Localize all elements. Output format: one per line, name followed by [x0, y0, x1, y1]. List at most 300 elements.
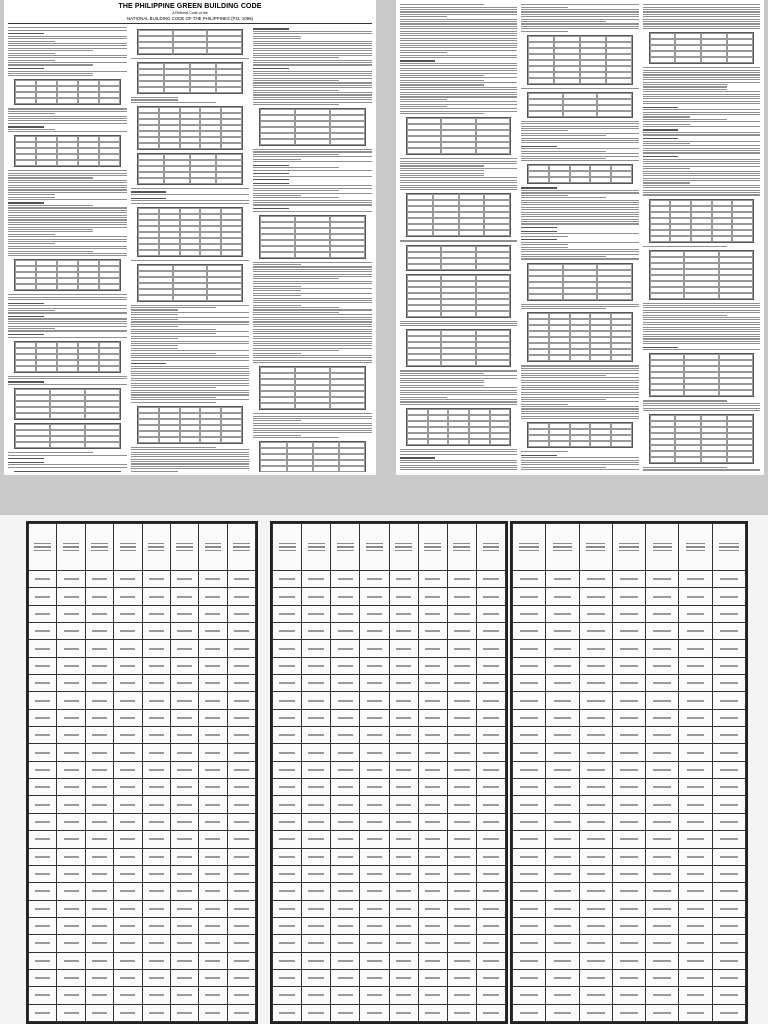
table-cell — [579, 952, 612, 969]
cell-text — [338, 786, 353, 788]
table-cell — [29, 969, 57, 986]
text-line — [643, 178, 760, 179]
text-line — [8, 62, 127, 63]
text-line — [521, 455, 556, 456]
text-line — [253, 161, 372, 162]
embedded-table-cell — [528, 355, 549, 361]
text-line — [521, 397, 638, 398]
text-line — [253, 309, 372, 310]
table-cell — [331, 744, 360, 761]
table-cell — [331, 692, 360, 709]
table-cell — [612, 571, 645, 588]
cell-text — [205, 1012, 220, 1014]
text-line — [643, 82, 760, 83]
table-cell — [170, 761, 198, 778]
text-line — [643, 28, 760, 29]
text-line — [8, 381, 44, 382]
table-cell — [360, 813, 389, 830]
cell-text — [279, 804, 294, 806]
cell-text — [554, 994, 572, 996]
table-cell — [389, 692, 418, 709]
text-line — [253, 82, 372, 83]
text-line — [8, 303, 44, 304]
cell-text — [687, 786, 705, 788]
text-line — [643, 400, 727, 401]
text-line — [521, 16, 638, 17]
cell-text — [653, 769, 671, 771]
text-line — [521, 31, 568, 32]
cell-text — [92, 648, 107, 650]
cell-text — [720, 873, 738, 875]
cell-text — [554, 734, 572, 736]
table-cell — [447, 640, 476, 657]
table-cell — [199, 987, 227, 1004]
text-line — [8, 337, 127, 338]
table-cell — [302, 571, 331, 588]
table-cell — [712, 848, 745, 865]
table-cell — [447, 935, 476, 952]
cell-text — [64, 1012, 79, 1014]
cell-text — [396, 994, 411, 996]
text-line — [643, 79, 760, 80]
text-line — [400, 390, 517, 391]
table-cell — [513, 692, 546, 709]
cell-text — [35, 769, 50, 771]
text-line — [521, 231, 556, 232]
text-line — [643, 175, 760, 176]
text-line — [643, 150, 760, 151]
table-cell — [199, 883, 227, 900]
table-cell — [29, 692, 57, 709]
text-line — [400, 465, 517, 466]
text-line — [253, 286, 300, 287]
embedded-table — [406, 245, 511, 271]
table-cell — [170, 987, 198, 1004]
table-cell — [273, 831, 302, 848]
text-line — [8, 224, 127, 225]
text-line — [521, 370, 638, 371]
text-line — [400, 378, 517, 379]
table-cell — [29, 831, 57, 848]
table-cell — [418, 848, 447, 865]
cell-text — [620, 994, 638, 996]
cell-text — [587, 960, 605, 962]
cell-text — [587, 908, 605, 910]
table-cell — [85, 657, 113, 674]
cell-text — [64, 890, 79, 892]
text-line — [253, 179, 289, 180]
table-cell — [679, 744, 712, 761]
cell-text — [396, 960, 411, 962]
table-cell — [302, 883, 331, 900]
table-header-cell — [712, 524, 745, 571]
cell-text — [149, 613, 164, 615]
text-line — [253, 283, 372, 284]
cell-text — [587, 596, 605, 598]
text-line — [400, 185, 517, 186]
cell-text — [454, 682, 469, 684]
table-row — [513, 969, 746, 986]
table-cell — [142, 605, 170, 622]
page-2-columns — [400, 3, 760, 472]
table-cell — [447, 779, 476, 796]
text-line — [400, 462, 517, 463]
text-line — [400, 68, 517, 69]
document-subtitle: A Referral Code of the — [172, 11, 208, 15]
document-subtitle-code: NATIONAL BUILDING CODE OF THE PHILIPPINES (P.D. 1096) — [127, 16, 253, 21]
table-row — [29, 588, 256, 605]
table-cell — [546, 727, 579, 744]
cell-text — [149, 700, 164, 702]
text-line — [8, 33, 44, 34]
cell-text — [338, 925, 353, 927]
cell-text — [279, 717, 294, 719]
table-cell — [199, 640, 227, 657]
cell-text — [234, 786, 249, 788]
cell-text — [620, 769, 638, 771]
cell-text — [92, 769, 107, 771]
text-line — [643, 166, 760, 167]
cell-text — [120, 786, 135, 788]
text-line — [131, 463, 250, 464]
table-row — [513, 848, 746, 865]
table-cell — [199, 865, 227, 882]
cell-text — [720, 908, 738, 910]
cell-text — [396, 908, 411, 910]
text-line — [8, 131, 127, 132]
text-line — [521, 308, 605, 309]
embedded-table-cell — [260, 466, 286, 472]
header-text — [586, 543, 605, 545]
cell-text — [205, 890, 220, 892]
embedded-table-cell — [684, 293, 718, 299]
table-cell — [227, 675, 255, 692]
text-line — [8, 467, 127, 468]
table-cell — [170, 623, 198, 640]
table-cell — [476, 1004, 505, 1021]
header-text — [366, 550, 383, 552]
table-cell — [302, 917, 331, 934]
page-2-column-3 — [643, 3, 760, 472]
embedded-table-cell — [216, 87, 242, 93]
cell-text — [483, 856, 498, 858]
cell-text — [177, 613, 192, 615]
embedded-table-cell — [15, 160, 36, 166]
table-cell — [389, 952, 418, 969]
text-line — [131, 314, 178, 315]
cell-text — [520, 1012, 538, 1014]
embedded-table-cell — [15, 284, 36, 290]
cell-text — [653, 804, 671, 806]
cell-text — [587, 925, 605, 927]
text-line — [643, 70, 760, 71]
table-cell — [513, 987, 546, 1004]
cell-text — [454, 821, 469, 823]
text-line — [131, 371, 250, 372]
text-line — [8, 36, 127, 37]
cell-text — [396, 682, 411, 684]
cell-text — [653, 994, 671, 996]
text-line — [521, 11, 638, 12]
text-line — [521, 394, 638, 395]
text-line — [400, 165, 484, 166]
cell-text — [454, 942, 469, 944]
text-line — [643, 145, 760, 146]
cell-text — [587, 821, 605, 823]
cell-text — [205, 873, 220, 875]
cell-text — [338, 1012, 353, 1014]
cell-text — [149, 1012, 164, 1014]
table-cell — [476, 917, 505, 934]
table-cell — [57, 744, 85, 761]
table-cell — [579, 813, 612, 830]
table-cell — [447, 605, 476, 622]
table-cell — [29, 727, 57, 744]
cell-text — [308, 717, 323, 719]
embedded-table-cell — [57, 284, 78, 290]
text-line — [521, 23, 638, 24]
cell-text — [720, 734, 738, 736]
table-cell — [389, 779, 418, 796]
table-cell — [447, 831, 476, 848]
cell-text — [483, 821, 498, 823]
table-cell — [579, 709, 612, 726]
cell-text — [120, 856, 135, 858]
cell-text — [177, 596, 192, 598]
cell-text — [177, 856, 192, 858]
embedded-table — [649, 414, 754, 464]
table-cell — [389, 796, 418, 813]
embedded-table — [259, 366, 366, 410]
cell-text — [454, 665, 469, 667]
text-line — [400, 7, 517, 8]
text-line — [521, 406, 638, 407]
cell-text — [120, 665, 135, 667]
cell-text — [308, 578, 323, 580]
table-cell — [546, 675, 579, 692]
cell-text — [483, 734, 498, 736]
table-row — [273, 796, 506, 813]
embedded-table-cell — [549, 441, 570, 447]
text-line — [643, 116, 690, 117]
table-cell — [57, 987, 85, 1004]
text-line — [253, 104, 338, 105]
text-line — [8, 199, 127, 200]
text-line — [400, 4, 484, 5]
cell-text — [587, 873, 605, 875]
table-cell — [273, 900, 302, 917]
cell-text — [367, 804, 382, 806]
text-line — [643, 84, 727, 85]
cell-text — [425, 717, 440, 719]
table-cell — [170, 779, 198, 796]
header-text — [483, 550, 500, 552]
table-cell — [170, 605, 198, 622]
cell-text — [338, 804, 353, 806]
cell-text — [687, 596, 705, 598]
cell-text — [120, 994, 135, 996]
table-cell — [142, 848, 170, 865]
cell-text — [205, 734, 220, 736]
embedded-table-cell — [580, 78, 606, 84]
text-line — [643, 341, 760, 342]
cell-text — [396, 752, 411, 754]
table-row — [273, 675, 506, 692]
cell-text — [234, 630, 249, 632]
cell-text — [425, 994, 440, 996]
table-cell — [579, 727, 612, 744]
cell-text — [177, 925, 192, 927]
cell-text — [554, 769, 572, 771]
cell-text — [367, 596, 382, 598]
cell-text — [92, 821, 107, 823]
text-line — [643, 109, 760, 110]
text-line — [253, 416, 372, 417]
text-line — [8, 64, 93, 65]
table-row — [513, 865, 746, 882]
table-cell — [612, 709, 645, 726]
embedded-table-cell — [719, 293, 753, 299]
text-line — [400, 84, 484, 85]
text-line — [253, 55, 372, 56]
table-cell — [85, 883, 113, 900]
cell-text — [554, 786, 572, 788]
cell-text — [205, 665, 220, 667]
text-line — [521, 190, 638, 191]
cell-text — [367, 873, 382, 875]
cell-text — [520, 734, 538, 736]
table-cell — [170, 935, 198, 952]
text-line — [521, 375, 605, 376]
text-line — [643, 94, 760, 95]
cell-text — [425, 596, 440, 598]
table-row — [273, 848, 506, 865]
cell-text — [338, 942, 353, 944]
cell-text — [308, 682, 323, 684]
table-cell — [513, 900, 546, 917]
table-cell — [389, 1004, 418, 1021]
cell-text — [177, 908, 192, 910]
text-line — [521, 19, 638, 20]
table-cell — [142, 727, 170, 744]
text-line — [400, 47, 517, 48]
table-cell — [29, 675, 57, 692]
text-line — [253, 350, 338, 351]
cell-text — [92, 717, 107, 719]
table-row — [273, 761, 506, 778]
cell-text — [234, 804, 249, 806]
cell-text — [425, 838, 440, 840]
cell-text — [620, 786, 638, 788]
embedded-table-cell — [701, 57, 727, 63]
header-text — [148, 546, 164, 548]
cell-text — [483, 908, 498, 910]
table-cell — [142, 813, 170, 830]
header-text — [653, 543, 672, 545]
table-row — [513, 796, 746, 813]
table-cell — [142, 571, 170, 588]
table-cell — [579, 848, 612, 865]
cell-text — [520, 752, 538, 754]
cell-text — [483, 804, 498, 806]
table-cell — [57, 865, 85, 882]
table-cell — [273, 744, 302, 761]
table-cell — [546, 744, 579, 761]
table-cell — [170, 744, 198, 761]
cell-text — [687, 925, 705, 927]
cell-text — [149, 821, 164, 823]
text-line — [131, 331, 250, 332]
table-cell — [331, 831, 360, 848]
text-line — [131, 471, 178, 472]
table-cell — [57, 831, 85, 848]
text-line — [253, 341, 372, 342]
table-row — [29, 796, 256, 813]
text-line — [400, 40, 517, 41]
table-cell — [418, 952, 447, 969]
cell-text — [35, 630, 50, 632]
text-line — [400, 380, 484, 381]
table-cell — [57, 952, 85, 969]
table-cell — [142, 865, 170, 882]
text-line — [400, 70, 517, 71]
table-cell — [546, 692, 579, 709]
text-line — [521, 451, 568, 452]
text-line — [8, 120, 127, 121]
text-line — [253, 348, 372, 349]
text-line — [253, 326, 372, 327]
cell-text — [425, 648, 440, 650]
table-cell — [114, 623, 142, 640]
cell-text — [425, 665, 440, 667]
text-line — [643, 119, 727, 120]
table-cell — [389, 709, 418, 726]
table-cell — [302, 605, 331, 622]
cell-text — [308, 752, 323, 754]
table-cell — [199, 969, 227, 986]
text-line — [400, 404, 517, 405]
table-cell — [114, 848, 142, 865]
text-line — [643, 334, 760, 335]
table-cell — [447, 796, 476, 813]
text-line — [643, 156, 678, 157]
table-cell — [546, 987, 579, 1004]
text-line — [643, 112, 760, 113]
cell-text — [92, 786, 107, 788]
table-cell — [646, 692, 679, 709]
text-line — [253, 159, 300, 160]
table-cell — [199, 692, 227, 709]
cell-text — [620, 856, 638, 858]
text-line — [643, 403, 760, 404]
text-line — [131, 324, 250, 325]
text-line — [8, 202, 44, 203]
text-line — [400, 28, 517, 29]
text-line — [131, 260, 250, 261]
cell-text — [338, 752, 353, 754]
cell-text — [149, 596, 164, 598]
text-line — [253, 154, 338, 155]
cell-text — [92, 994, 107, 996]
text-line — [253, 38, 300, 39]
cell-text — [367, 960, 382, 962]
table-cell — [579, 917, 612, 934]
text-line — [253, 173, 289, 174]
cell-text — [234, 613, 249, 615]
cell-text — [92, 942, 107, 944]
text-line — [131, 466, 250, 467]
cell-text — [120, 942, 135, 944]
